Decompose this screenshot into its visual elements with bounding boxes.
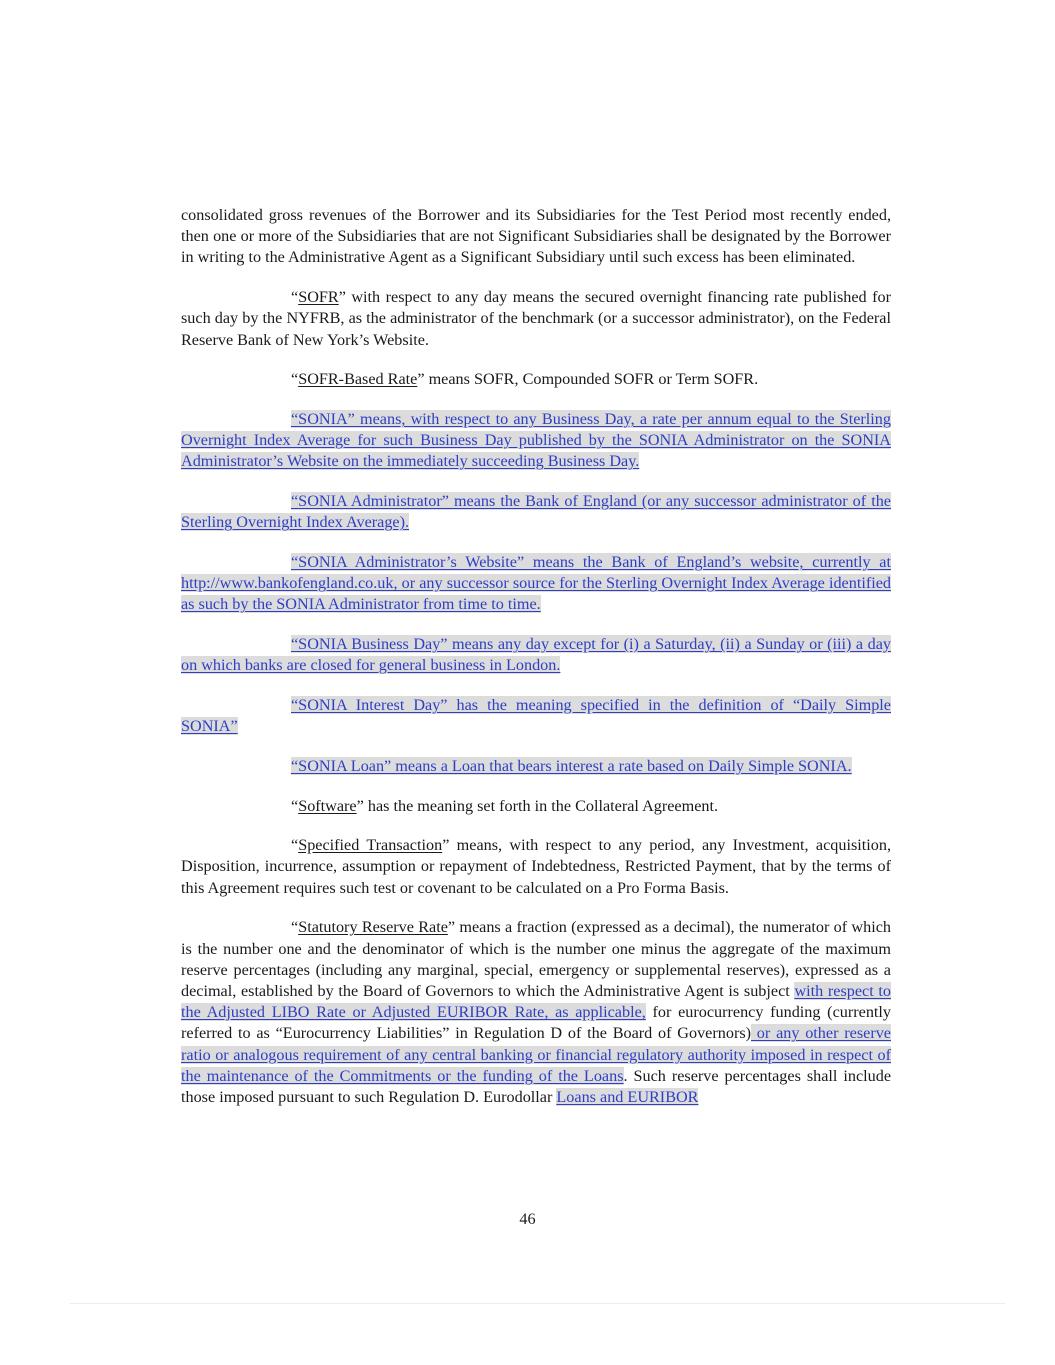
quote-open: “	[291, 370, 299, 389]
inserted-text: “SONIA Loan” means a Loan that bears interest a rate based on Daily Simple SONIA.	[291, 756, 852, 775]
quote-open: “	[291, 836, 299, 855]
inserted-text: with respect to the Adjusted LIBO Rate or Adjusted EURIBOR Rate, as applicable,	[181, 981, 891, 1022]
definition-sonia-interest-day	[181, 695, 891, 737]
inserted-text: “SONIA Business Day” means any day except for (i) a Saturday, (ii) a Sunday or (iii) a day on which banks are closed for general business in London.	[181, 635, 891, 675]
inserted-text: “SONIA” means, with respect to any Business Day, a rate per annum equal to the Sterling Overnight Index Average for such Business Day published by the SONIA Administrator on the SONIA Administrator’s Website on the immediately succeeding Business Day.	[181, 409, 891, 471]
definition-statutory-reserve-rate	[181, 917, 891, 1108]
quote-open: “	[291, 288, 299, 307]
definition-sofr-based-rate	[181, 369, 891, 390]
definition-text: ” means a fraction (expressed as a decimal), the numerator of which is the number one and the denominator of which is the number one minus the aggregate of the maximum reserve percentages (including any marginal, special, emergency or supplemental reserves), expressed as a decimal, established by the Board of Governors to which the Administrative Agent is subject	[181, 918, 891, 1000]
definition-sofr	[181, 287, 891, 351]
defined-term: SOFR-Based Rate	[298, 370, 418, 389]
page-number: 46	[519, 1210, 536, 1228]
body-text	[181, 205, 891, 1108]
definition-software	[181, 796, 891, 817]
inserted-text: “SONIA Administrator’s Website” means the Bank of England’s website, currently at http://www.bankofengland.co.uk, or any successor source for the Sterling Overnight Index Average identified as such by the SONIA Administrator from time to time.	[181, 552, 891, 614]
definition-text: ” means, with respect to any period, any Investment, acquisition, Disposition, incurrence, assumption or repayment of Indebtedness, Restricted Payment, that by the terms of this Agreement requires such test or covenant to be calculated on a Pro Forma Basis.	[181, 836, 891, 897]
definition-sonia-business-day	[181, 634, 891, 676]
definition-sonia	[181, 409, 891, 473]
definition-specified-transaction	[181, 835, 891, 899]
definition-sonia-loan	[181, 756, 891, 777]
defined-term: SOFR	[298, 288, 339, 307]
definition-sonia-administrator	[181, 491, 891, 533]
inserted-text: “SONIA Interest Day” has the meaning specified in the definition of “Daily Simple SONIA”	[181, 695, 891, 736]
inserted-text: “SONIA Administrator” means the Bank of England (or any successor administrator of the Sterling Overnight Index Average).	[181, 492, 891, 532]
quote-open: “	[291, 918, 299, 937]
defined-term: Statutory Reserve Rate	[298, 918, 448, 937]
paragraph-continued: consolidated gross revenues of the Borrower and its Subsidiaries for the Test Period most recently ended, then one or more of the Subsidiaries that are not Significant Subsidiaries shall be designated by the Borrower in writing to the Administrative Agent as a Significant Subsidiary until such excess has been eliminated.	[181, 206, 891, 267]
definition-sonia-administrator-website	[181, 552, 891, 616]
inserted-text: or any other reserve ratio or analogous requirement of any central banking or financial regulatory authority imposed in respect of the maintenance of the Commitments or the funding of the Loans	[181, 1024, 891, 1085]
definition-text: ” has the meaning set forth in the Collateral Agreement.	[356, 796, 719, 815]
quote-open: “	[291, 796, 299, 815]
definition-text: for eurocurrency funding (currently referred to as “Eurocurrency Liabilities” in Regulation D of the Board of Governors)	[181, 1003, 891, 1043]
footer-divider	[70, 1303, 1005, 1304]
definition-text: . Such reserve percentages shall include those imposed pursuant to such Regulation D. Eurodollar	[181, 1066, 892, 1106]
defined-term: Specified Transaction	[298, 836, 443, 855]
definition-text: ” with respect to any day means the secured overnight financing rate published for such day by the NYFRB, as the administrator of the benchmark (or a successor administrator), on the Federal Reserve Bank of New York’s Website.	[181, 288, 891, 349]
definition-text: ” means SOFR, Compounded SOFR or Term SOFR.	[417, 370, 759, 389]
inserted-text: Loans and EURIBOR	[556, 1088, 699, 1106]
defined-term: Software	[298, 796, 357, 815]
